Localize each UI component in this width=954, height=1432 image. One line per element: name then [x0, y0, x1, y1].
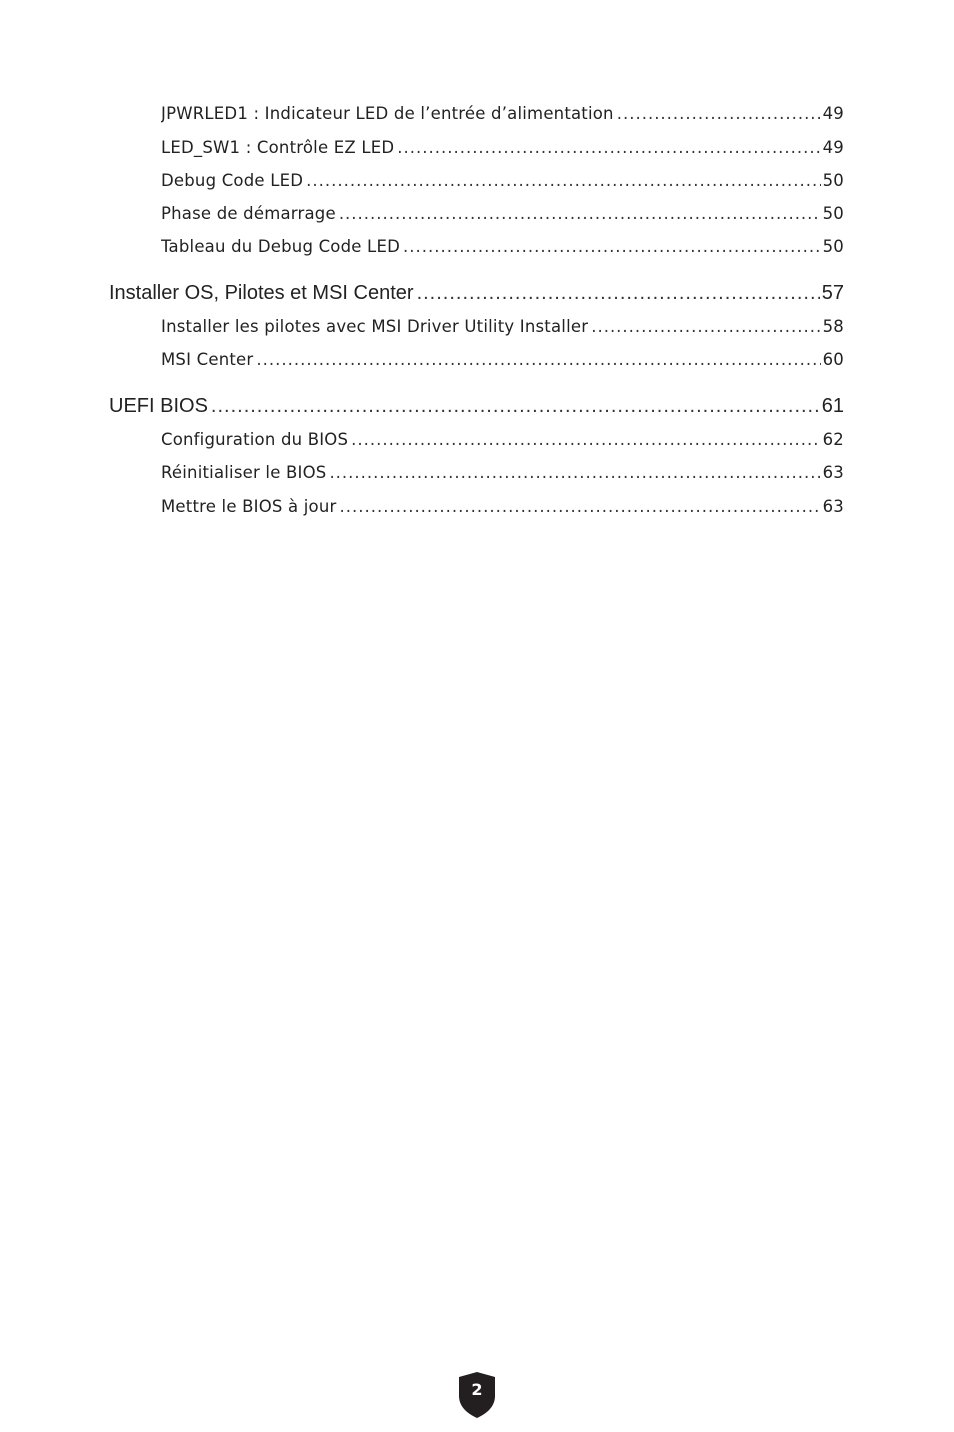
toc-entry-label: Phase de démarrage: [161, 204, 336, 223]
toc-section-entry[interactable]: [109, 395, 844, 418]
toc-entry-page: 62: [822, 430, 844, 449]
toc-section-page: 57: [821, 282, 844, 304]
toc-entry-label: Debug Code LED: [161, 171, 304, 190]
toc-entry-label: Réinitialiser le BIOS: [161, 463, 327, 482]
toc-section-label: Installer OS, Pilotes et MSI Center: [109, 282, 414, 304]
toc-leader-dots: [211, 395, 820, 418]
toc-entry-label: Configuration du BIOS: [161, 430, 349, 449]
toc-leader-dots: [256, 350, 820, 369]
toc-entry[interactable]: [161, 497, 844, 516]
toc-entry[interactable]: [161, 237, 844, 256]
toc-entry[interactable]: [161, 104, 844, 123]
toc-entry-label: Installer les pilotes avec MSI Driver Utility Installer: [161, 317, 589, 336]
page-number: 2: [471, 1380, 483, 1399]
toc-entry-page: 49: [822, 138, 844, 157]
toc-entry[interactable]: [161, 171, 844, 190]
toc-entry-page: 49: [822, 104, 844, 123]
toc-leader-dots: [351, 430, 820, 449]
page-number-badge: [458, 1372, 496, 1418]
toc-leader-dots: [306, 171, 820, 190]
toc-leader-dots: [340, 497, 821, 516]
toc-entry-label: LED_SW1 : Contrôle EZ LED: [161, 138, 395, 157]
toc-leader-dots: [329, 463, 820, 482]
toc-entry-page: 50: [822, 171, 844, 190]
toc-entry[interactable]: [161, 317, 844, 336]
toc-entry[interactable]: [161, 204, 844, 223]
toc-section-label: UEFI BIOS: [109, 395, 208, 417]
toc-entry-page: 50: [822, 204, 844, 223]
toc-entry[interactable]: [161, 350, 844, 369]
toc-entry[interactable]: [161, 430, 844, 449]
toc-leader-dots: [339, 204, 821, 223]
toc-entry[interactable]: [161, 138, 844, 157]
toc-entry-label: Mettre le BIOS à jour: [161, 497, 337, 516]
toc-entry-label: MSI Center: [161, 350, 254, 369]
toc-section-entry[interactable]: [109, 282, 844, 305]
toc-entry-label: JPWRLED1 : Indicateur LED de l’entrée d’alimentation: [161, 104, 614, 123]
toc-entry[interactable]: [161, 463, 844, 482]
toc-entry-page: 63: [822, 463, 844, 482]
toc-entry-page: 63: [822, 497, 844, 516]
toc-entry-label: Tableau du Debug Code LED: [161, 237, 400, 256]
toc-entry-page: 58: [822, 317, 844, 336]
toc-leader-dots: [617, 104, 821, 123]
toc-leader-dots: [591, 317, 820, 336]
toc-leader-dots: [417, 282, 820, 305]
toc-leader-dots: [403, 237, 821, 256]
toc-entry-page: 60: [822, 350, 844, 369]
toc-entry-page: 50: [822, 237, 844, 256]
toc-leader-dots: [397, 138, 820, 157]
toc-section-page: 61: [821, 395, 844, 417]
